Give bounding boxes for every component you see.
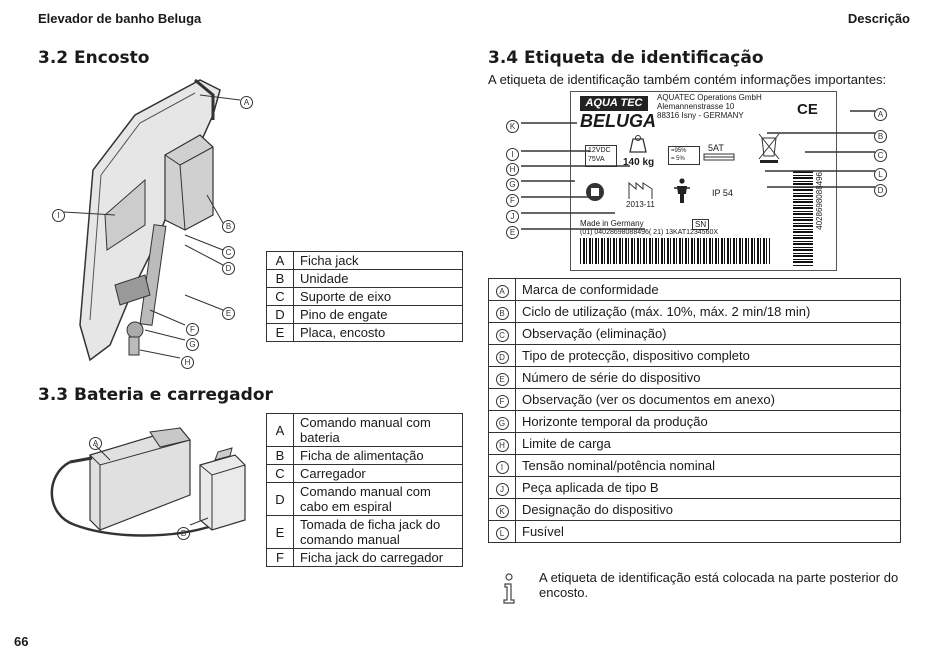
manufacturer-address: AQUATEC Operations GmbH Alemannenstrasse 10 88316 Isny - GERMANY — [657, 93, 762, 120]
table-row: H Limite de carga — [489, 433, 901, 455]
table-row: D Comando manual com cabo em espiral — [267, 483, 463, 516]
callout-d: D — [222, 258, 235, 276]
table-row: B Ciclo de utilização (máx. 10%, máx. 2 min/18 min) — [489, 301, 901, 323]
callout-f: F — [186, 319, 199, 337]
callout-g: G — [186, 334, 199, 352]
table-row: E Número de série do dispositivo — [489, 367, 901, 389]
table-label-fields — [488, 278, 901, 543]
table-row: A Comando manual com bateria — [267, 414, 463, 447]
table-row: C Suporte de eixo — [267, 288, 463, 306]
made-in: Made in Germany — [580, 219, 644, 228]
callout-c: C — [222, 242, 235, 260]
page-number: 66 — [14, 634, 29, 649]
callout-g: G — [506, 174, 519, 192]
production-date: 2013-11 — [626, 200, 655, 209]
callout-e: E — [506, 222, 519, 240]
voltage-box: 12VDC 75VA — [585, 145, 617, 167]
brand-logo: AQUA TEC — [580, 96, 648, 111]
duty-cycle-box: =95% = 5% — [668, 146, 700, 165]
note-text: A etiqueta de identificação está colocada na parte posterior do encosto. — [539, 570, 899, 600]
table-row: D Tipo de protecção, dispositivo completo — [489, 345, 901, 367]
callout-k: K — [506, 116, 519, 134]
battery-charger-figure — [40, 420, 265, 545]
table-backrest-parts — [266, 251, 463, 342]
callout-f: F — [506, 190, 519, 208]
callout-l: L — [874, 164, 887, 182]
ce-mark: CE — [797, 101, 818, 118]
barcode-text: (01) 04028698088496( 21) 13KAT1234560X — [580, 229, 719, 236]
table-row: E Tomada de ficha jack do comando manual — [267, 516, 463, 549]
table-row: G Horizonte temporal da produção — [489, 411, 901, 433]
fuse-value: 5AT — [708, 143, 724, 153]
intro-text: A etiqueta de identificação também contém informações importantes: — [488, 72, 887, 87]
table-row: D Pino de engate — [267, 306, 463, 324]
table-row: I Tensão nominal/potência nominal — [489, 455, 901, 477]
heading-3-3: 3.3 Bateria e carregador — [38, 385, 273, 405]
info-icon — [500, 573, 518, 605]
running-header-title: Elevador de banho Beluga — [38, 11, 202, 26]
table-row: A Marca de conformidade — [489, 279, 901, 301]
table-row: L Fusível — [489, 521, 901, 543]
table-row: B Unidade — [267, 270, 463, 288]
table-row: C Observação (eliminação) — [489, 323, 901, 345]
ip-rating: IP 54 — [712, 188, 733, 198]
callout-b: B — [874, 126, 887, 144]
sn-box: SN — [692, 219, 709, 230]
callout-h: H — [181, 352, 194, 370]
callout-h: H — [506, 159, 519, 177]
label-leader-lines — [505, 100, 895, 250]
table-row: E Placa, encosto — [267, 324, 463, 342]
callout-e: E — [222, 303, 235, 321]
callout-d: D — [874, 180, 887, 198]
callout-a: A — [240, 92, 253, 110]
table-row: F Ficha jack do carregador — [267, 549, 463, 567]
callout-a: A — [89, 433, 102, 451]
barcode-vertical-digits: 4028698088496 — [815, 172, 824, 230]
callout-b: B — [222, 216, 235, 234]
table-battery-parts — [266, 413, 463, 567]
table-row: K Designação do dispositivo — [489, 499, 901, 521]
callout-i: I — [506, 144, 519, 162]
callout-a: A — [874, 104, 887, 122]
table-row: J Peça aplicada de tipo B — [489, 477, 901, 499]
callout-j: J — [506, 206, 519, 224]
running-header-section: Descrição — [847, 11, 910, 26]
load-limit: 140 kg — [623, 157, 655, 168]
model-name: BELUGA — [580, 111, 656, 131]
heading-3-2: 3.2 Encosto — [38, 48, 150, 68]
table-row: C Carregador — [267, 465, 463, 483]
callout-c: C — [874, 145, 887, 163]
table-row: B Ficha de alimentação — [267, 447, 463, 465]
table-row: F Observação (ver os documentos em anexo) — [489, 389, 901, 411]
callout-b: B — [177, 523, 190, 541]
callout-i: I — [52, 205, 65, 223]
heading-3-4: 3.4 Etiqueta de identificação — [488, 48, 764, 68]
table-row: A Ficha jack — [267, 252, 463, 270]
